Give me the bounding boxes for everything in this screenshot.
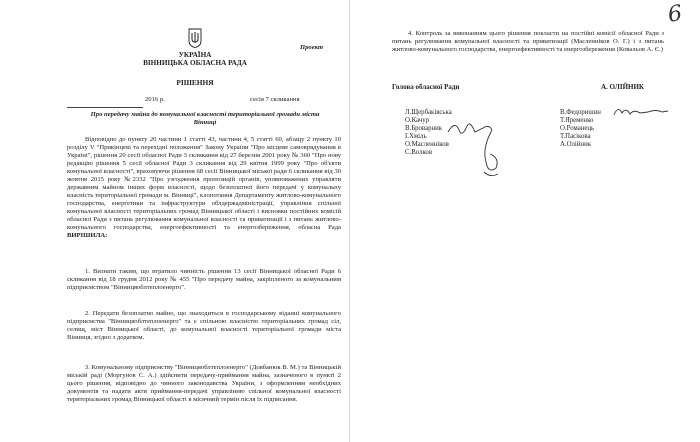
decision-heading: РІШЕННЯ xyxy=(176,78,214,87)
signatory: О.Качур xyxy=(405,117,430,124)
signatory: Т.Пасікова xyxy=(560,133,591,140)
preamble-paragraph xyxy=(67,136,341,240)
signatory: А.Олійник xyxy=(560,141,592,148)
preamble-text: Відповідно до пункту 20 частини 1 статті 43, частини 4, 5 статті 60, абзацу 2 пункту 10 розділу V "Прикінцеві та перехідні положення" Закону України "Про місцеве самоврядування в Україні", рішення 20 сесії обласної Ради 3 скликання від 27 березня 2001 року № 360 "Про нову редакцію рішення 5 сесії обласної Ради 3 скликання від 29 квітня 1999 року "Про об'єкти комунальної власності", враховуючи рішення 68 сесії Вінницької міської ради 6 скликання від 30 жовтня 2015 року №2332 "Про узгодження пропозицій органів, уповноважених управляти державним майном інших форм власності, щодо безоплатної його передачі у комунальну власність територіальної громади м. Вінниці", клопотання Департаменту житлово-комунального господарства, енергетики та інфраструктури облдержадміністрації, управління спільної комунальної власності територіальних громад Вінницької області і висновки постійних комісій обласної Ради з питань регулювання комунальної власності та приватизації і з питань житлово-комунального господарства, енергоефективності та енергозбереження, обласна Рада xyxy=(67,136,341,231)
signatory: В.Броварник xyxy=(405,125,443,132)
head-name: А. ОЛІЙНИК xyxy=(601,83,645,91)
signatory: О.Масленніков xyxy=(405,141,449,148)
item-3: 3. Комунальному підприємству "Вінницяоблтеплоенерго" (Довбанюк В. М.) та Вінницькій міській раді (Моргунов С. А.) здійснити передачу-приймання майна, зазначеного в пункті 2 цього рішення, відповідно до чинного законодавства України, з оформленням необхідних документів та надати акти приймання-передачі управлінню спільної комунальної власності територіальних громад Вінницької області в місячний термін після їх підписання. xyxy=(67,364,341,403)
signature-icon xyxy=(612,103,670,119)
date-blank-line xyxy=(67,101,143,108)
signatories-right xyxy=(560,109,601,149)
signature-icon xyxy=(478,128,502,180)
project-label: Проект xyxy=(300,44,324,51)
item-2: 2. Передати безоплатно майно, що знаходиться в господарському віданні комунального підприємства "Вінницяоблтеплоенерго" та є спільною власністю територіальних громад сіл, селищ, міст Вінницької області, до комунальної власності територіальної громади міста Вінниця, згідно з додатком. xyxy=(67,310,341,341)
signatory: І.Хміль xyxy=(405,133,427,140)
signatory: Т.Яременко xyxy=(560,117,594,124)
handwritten-page-number: 6 xyxy=(666,1,684,28)
item-1: 1. Визнати таким, що втратило чинність рішення 13 сесії Вінницької обласної Ради 6 скликання від 18 грудня 2012 року № 455 "Про передачу майна, закріпленого за комунальним підприємством "Вінницяоблтеплоенерго". xyxy=(67,268,341,291)
session-label: сесія 7 скликання xyxy=(250,96,300,103)
council-name: ВІННИЦЬКА ОБЛАСНА РАДА xyxy=(143,59,247,67)
signatory: Л.Щербаківська xyxy=(405,109,452,116)
country-name: УКРАЇНА xyxy=(178,51,212,59)
resolved-word: ВИРІШИЛА: xyxy=(67,232,108,239)
head-label: Голова обласної Ради xyxy=(392,83,460,91)
signatory: С.Волков xyxy=(405,149,433,156)
date-year: 2016 р. xyxy=(145,96,165,103)
signatory: О.Романець xyxy=(560,125,595,132)
coat-of-arms-icon xyxy=(188,28,202,48)
right-page xyxy=(350,0,700,442)
signatory: В.Федоришин xyxy=(560,109,601,116)
item-4: 4. Контроль за виконанням цього рішення покласти на постійні комісії обласної Ради з питань регулювання комунальної власності та приватизації (Масленніков О. Г.) і з питань житлово-комунального господарства, енергоефективності та енергозбереження (Ковальов А. Є.) xyxy=(392,30,664,53)
document-title: Про передачу майна до комунальної власності територіальної громади міста Вінниці xyxy=(90,111,320,126)
